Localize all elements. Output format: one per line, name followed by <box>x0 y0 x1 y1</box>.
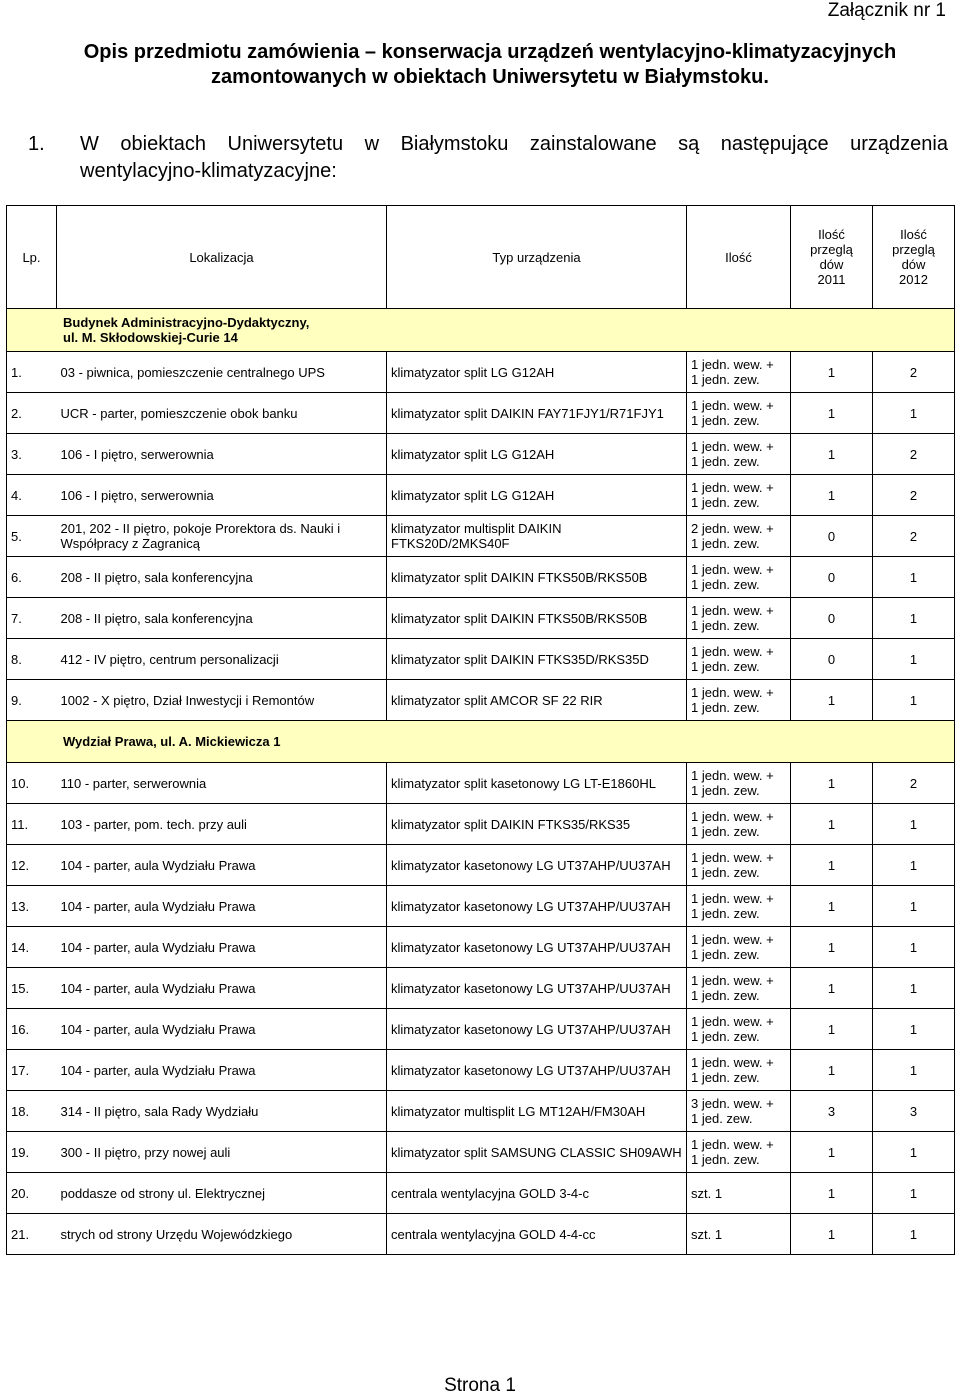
row-qty <box>687 598 791 639</box>
row-lp: 4. <box>7 475 57 516</box>
qty-line-1: 1 jedn. wew. + <box>691 685 774 700</box>
row-location: 103 - parter, pom. tech. przy auli <box>57 804 387 845</box>
intro-paragraph <box>28 131 948 185</box>
row-reviews-2011: 1 <box>791 1009 873 1050</box>
section-title <box>7 721 955 763</box>
row-device: klimatyzator split SAMSUNG CLASSIC SH09AWH <box>387 1132 687 1173</box>
row-reviews-2011: 1 <box>791 763 873 804</box>
row-qty <box>687 680 791 721</box>
qty-line-2: 1 jedn. zew. <box>691 577 760 592</box>
qty-line-1: 1 jedn. wew. + <box>691 439 774 454</box>
devices-table <box>6 205 955 1255</box>
intro-word: urządzenia <box>850 133 948 155</box>
qty-line-1: szt. 1 <box>691 1185 723 1201</box>
row-reviews-2012: 1 <box>873 393 955 434</box>
table-row <box>7 639 955 680</box>
table-row <box>7 680 955 721</box>
table-row <box>7 1214 955 1255</box>
row-location: UCR - parter, pomieszczenie obok banku <box>57 393 387 434</box>
section-line-1: Budynek Administracyjno-Dydaktyczny, <box>63 315 310 330</box>
section-line-2: ul. M. Skłodowskiej-Curie 14 <box>63 330 238 345</box>
row-reviews-2011: 1 <box>791 1214 873 1255</box>
table-row <box>7 1091 955 1132</box>
qty-line-1: 1 jedn. wew. + <box>691 809 774 824</box>
row-lp: 3. <box>7 434 57 475</box>
col-location: Lokalizacja <box>57 206 387 309</box>
row-location: 106 - I piętro, serwerownia <box>57 475 387 516</box>
row-reviews-2012: 1 <box>873 927 955 968</box>
row-qty <box>687 557 791 598</box>
row-qty <box>687 763 791 804</box>
row-qty <box>687 1214 791 1255</box>
table-row <box>7 886 955 927</box>
row-device: klimatyzator multisplit DAIKIN FTKS20D/2MKS40F <box>387 516 687 557</box>
qty-line-2: 1 jedn. zew. <box>691 906 760 921</box>
row-reviews-2012: 1 <box>873 557 955 598</box>
row-reviews-2011: 0 <box>791 516 873 557</box>
col-2012: Ilość przeglą dów 2012 <box>873 206 955 309</box>
row-device: klimatyzator split LG G12AH <box>387 434 687 475</box>
row-reviews-2011: 1 <box>791 1132 873 1173</box>
qty-line-2: 1 jedn. zew. <box>691 988 760 1003</box>
section-header-row <box>7 309 955 352</box>
row-location: 104 - parter, aula Wydziału Prawa <box>57 1009 387 1050</box>
intro-word: Białymstoku <box>400 133 509 155</box>
qty-line-1: 1 jedn. wew. + <box>691 562 774 577</box>
row-reviews-2012: 2 <box>873 516 955 557</box>
qty-line-1: 1 jedn. wew. + <box>691 891 774 906</box>
row-location: 208 - II piętro, sala konferencyjna <box>57 598 387 639</box>
row-lp: 2. <box>7 393 57 434</box>
row-lp: 20. <box>7 1173 57 1214</box>
row-reviews-2012: 1 <box>873 1050 955 1091</box>
qty-line-1: 1 jedn. wew. + <box>691 768 774 783</box>
row-qty <box>687 927 791 968</box>
row-location: 104 - parter, aula Wydziału Prawa <box>57 1050 387 1091</box>
row-qty <box>687 393 791 434</box>
qty-line-2: 1 jedn. zew. <box>691 618 760 633</box>
row-device: klimatyzator kasetonowy LG UT37AHP/UU37AH <box>387 1009 687 1050</box>
row-lp: 11. <box>7 804 57 845</box>
row-reviews-2011: 0 <box>791 598 873 639</box>
qty-line-2: 1 jedn. zew. <box>691 372 760 387</box>
qty-line-1: 1 jedn. wew. + <box>691 1014 774 1029</box>
qty-line-1: 1 jedn. wew. + <box>691 932 774 947</box>
row-lp: 1. <box>7 352 57 393</box>
row-qty <box>687 804 791 845</box>
table-row <box>7 1050 955 1091</box>
table-row <box>7 352 955 393</box>
qty-line-1: 1 jedn. wew. + <box>691 398 774 413</box>
table-row <box>7 393 955 434</box>
row-reviews-2011: 1 <box>791 886 873 927</box>
table-row <box>7 557 955 598</box>
qty-line-2: 1 jed. zew. <box>691 1111 753 1126</box>
intro-word: są <box>678 133 700 155</box>
qty-line-1: 1 jedn. wew. + <box>691 644 774 659</box>
row-location: 03 - piwnica, pomieszczenie centralnego UPS <box>57 352 387 393</box>
col-2011: Ilość przeglą dów 2011 <box>791 206 873 309</box>
table-row <box>7 804 955 845</box>
row-device: klimatyzator split DAIKIN FTKS35D/RKS35D <box>387 639 687 680</box>
row-reviews-2011: 1 <box>791 352 873 393</box>
row-lp: 7. <box>7 598 57 639</box>
row-lp: 18. <box>7 1091 57 1132</box>
qty-line-1: 2 jedn. wew. + <box>691 521 774 536</box>
qty-line-1: 1 jedn. wew. + <box>691 357 774 372</box>
intro-line-2: wentylacyjno-klimatyzacyjne: <box>80 160 337 182</box>
row-qty <box>687 886 791 927</box>
row-reviews-2011: 1 <box>791 475 873 516</box>
row-lp: 19. <box>7 1132 57 1173</box>
row-device: klimatyzator split kasetonowy LG LT-E1860HL <box>387 763 687 804</box>
document-title <box>50 40 930 90</box>
qty-line-2: 1 jedn. zew. <box>691 413 760 428</box>
qty-line-1: 1 jedn. wew. + <box>691 850 774 865</box>
qty-line-2: 1 jedn. zew. <box>691 783 760 798</box>
intro-word: obiektach <box>120 133 207 155</box>
row-lp: 17. <box>7 1050 57 1091</box>
row-reviews-2011: 1 <box>791 680 873 721</box>
row-device: centrala wentylacyjna GOLD 3-4-c <box>387 1173 687 1214</box>
qty-line-1: 1 jedn. wew. + <box>691 973 774 988</box>
row-qty <box>687 639 791 680</box>
row-reviews-2011: 1 <box>791 434 873 475</box>
intro-word: w <box>364 133 380 155</box>
table-row <box>7 1173 955 1214</box>
row-location: 300 - II piętro, przy nowej auli <box>57 1132 387 1173</box>
row-reviews-2012: 1 <box>873 1173 955 1214</box>
row-location: 104 - parter, aula Wydziału Prawa <box>57 927 387 968</box>
row-reviews-2012: 1 <box>873 804 955 845</box>
row-device: centrala wentylacyjna GOLD 4-4-cc <box>387 1214 687 1255</box>
title-line-1: Opis przedmiotu zamówienia – konserwacja urządzeń wentylacyjno-klimatyzacyjnych <box>83 41 897 63</box>
row-qty <box>687 352 791 393</box>
row-reviews-2011: 1 <box>791 927 873 968</box>
section-line-1: Wydział Prawa, ul. A. Mickiewicza 1 <box>63 734 281 749</box>
row-lp: 6. <box>7 557 57 598</box>
row-qty <box>687 968 791 1009</box>
col-device: Typ urządzenia <box>387 206 687 309</box>
table-row <box>7 475 955 516</box>
row-reviews-2012: 1 <box>873 639 955 680</box>
row-location: 208 - II piętro, sala konferencyjna <box>57 557 387 598</box>
row-device: klimatyzator split DAIKIN FTKS35/RKS35 <box>387 804 687 845</box>
table-row <box>7 968 955 1009</box>
row-reviews-2011: 1 <box>791 1050 873 1091</box>
qty-line-1: szt. 1 <box>691 1226 723 1242</box>
intro-word: W <box>80 133 99 155</box>
row-location: 201, 202 - II piętro, pokoje Prorektora ds. Nauki i Współpracy z Zagranicą <box>57 516 387 557</box>
intro-word: zainstalowane <box>529 133 657 155</box>
qty-line-2: 1 jedn. zew. <box>691 454 760 469</box>
row-location: 104 - parter, aula Wydziału Prawa <box>57 886 387 927</box>
table-header <box>7 206 955 309</box>
intro-line-1 <box>80 131 948 158</box>
table-row <box>7 845 955 886</box>
row-qty <box>687 845 791 886</box>
qty-line-2: 1 jedn. zew. <box>691 865 760 880</box>
row-lp: 5. <box>7 516 57 557</box>
row-qty <box>687 1009 791 1050</box>
row-location: 104 - parter, aula Wydziału Prawa <box>57 845 387 886</box>
row-lp: 15. <box>7 968 57 1009</box>
row-reviews-2012: 3 <box>873 1091 955 1132</box>
table-row <box>7 1009 955 1050</box>
qty-line-1: 1 jedn. wew. + <box>691 1055 774 1070</box>
row-reviews-2011: 1 <box>791 393 873 434</box>
qty-line-2: 1 jedn. zew. <box>691 1070 760 1085</box>
row-location: 314 - II piętro, sala Rady Wydziału <box>57 1091 387 1132</box>
row-qty <box>687 434 791 475</box>
row-reviews-2012: 1 <box>873 1214 955 1255</box>
qty-line-2: 1 jedn. zew. <box>691 1152 760 1167</box>
row-device: klimatyzator split DAIKIN FTKS50B/RKS50B <box>387 557 687 598</box>
row-location: 110 - parter, serwerownia <box>57 763 387 804</box>
row-reviews-2012: 1 <box>873 598 955 639</box>
row-device: klimatyzator kasetonowy LG UT37AHP/UU37AH <box>387 927 687 968</box>
qty-line-2: 1 jedn. zew. <box>691 495 760 510</box>
row-reviews-2011: 0 <box>791 557 873 598</box>
row-lp: 14. <box>7 927 57 968</box>
table-row <box>7 516 955 557</box>
intro-number: 1. <box>28 133 45 155</box>
col-qty: Ilość <box>687 206 791 309</box>
row-reviews-2012: 1 <box>873 1132 955 1173</box>
row-qty <box>687 1173 791 1214</box>
qty-line-1: 1 jedn. wew. + <box>691 480 774 495</box>
row-reviews-2011: 1 <box>791 845 873 886</box>
row-reviews-2012: 1 <box>873 845 955 886</box>
row-lp: 21. <box>7 1214 57 1255</box>
row-reviews-2012: 2 <box>873 434 955 475</box>
row-reviews-2011: 1 <box>791 968 873 1009</box>
qty-line-1: 1 jedn. wew. + <box>691 603 774 618</box>
row-lp: 16. <box>7 1009 57 1050</box>
intro-word: następujące <box>720 133 829 155</box>
row-device: klimatyzator multisplit LG MT12AH/FM30AH <box>387 1091 687 1132</box>
row-reviews-2011: 3 <box>791 1091 873 1132</box>
row-reviews-2012: 1 <box>873 680 955 721</box>
table-row <box>7 434 955 475</box>
section-title <box>7 309 955 352</box>
qty-line-2: 1 jedn. zew. <box>691 536 760 551</box>
row-location: 106 - I piętro, serwerownia <box>57 434 387 475</box>
table-row <box>7 1132 955 1173</box>
row-location: strych od strony Urzędu Wojewódzkiego <box>57 1214 387 1255</box>
section-header-row <box>7 721 955 763</box>
row-device: klimatyzator kasetonowy LG UT37AHP/UU37AH <box>387 1050 687 1091</box>
row-lp: 10. <box>7 763 57 804</box>
row-reviews-2012: 1 <box>873 968 955 1009</box>
qty-line-1: 3 jedn. wew. + <box>691 1096 774 1111</box>
row-device: klimatyzator split DAIKIN FAY71FJY1/R71FJY1 <box>387 393 687 434</box>
row-qty <box>687 1091 791 1132</box>
row-qty <box>687 475 791 516</box>
row-device: klimatyzator kasetonowy LG UT37AHP/UU37AH <box>387 886 687 927</box>
row-qty <box>687 516 791 557</box>
row-location: poddasze od strony ul. Elektrycznej <box>57 1173 387 1214</box>
row-device: klimatyzator split AMCOR SF 22 RIR <box>387 680 687 721</box>
qty-line-1: 1 jedn. wew. + <box>691 1137 774 1152</box>
row-location: 412 - IV piętro, centrum personalizacji <box>57 639 387 680</box>
table-row <box>7 598 955 639</box>
row-reviews-2012: 1 <box>873 1009 955 1050</box>
qty-line-2: 1 jedn. zew. <box>691 700 760 715</box>
row-location: 1002 - X piętro, Dział Inwestycji i Remontów <box>57 680 387 721</box>
qty-line-2: 1 jedn. zew. <box>691 824 760 839</box>
row-reviews-2012: 2 <box>873 475 955 516</box>
row-lp: 12. <box>7 845 57 886</box>
row-reviews-2011: 1 <box>791 1173 873 1214</box>
table-row <box>7 927 955 968</box>
row-reviews-2012: 1 <box>873 886 955 927</box>
table-row <box>7 763 955 804</box>
qty-line-2: 1 jedn. zew. <box>691 659 760 674</box>
row-device: klimatyzator kasetonowy LG UT37AHP/UU37AH <box>387 845 687 886</box>
row-qty <box>687 1050 791 1091</box>
row-device: klimatyzator split LG G12AH <box>387 475 687 516</box>
row-reviews-2011: 0 <box>791 639 873 680</box>
row-qty <box>687 1132 791 1173</box>
qty-line-2: 1 jedn. zew. <box>691 947 760 962</box>
row-reviews-2011: 1 <box>791 804 873 845</box>
row-lp: 13. <box>7 886 57 927</box>
row-reviews-2012: 2 <box>873 763 955 804</box>
intro-word: Uniwersytetu <box>227 133 344 155</box>
qty-line-2: 1 jedn. zew. <box>691 1029 760 1044</box>
title-line-2: zamontowanych w obiektach Uniwersytetu w Białymstoku. <box>211 66 769 88</box>
row-lp: 8. <box>7 639 57 680</box>
attachment-label: Załącznik nr 1 <box>827 0 946 21</box>
row-lp: 9. <box>7 680 57 721</box>
col-lp: Lp. <box>7 206 57 309</box>
row-device: klimatyzator split LG G12AH <box>387 352 687 393</box>
row-reviews-2012: 2 <box>873 352 955 393</box>
row-device: klimatyzator split DAIKIN FTKS50B/RKS50B <box>387 598 687 639</box>
page-footer: Strona 1 <box>444 1375 516 1396</box>
row-device: klimatyzator kasetonowy LG UT37AHP/UU37AH <box>387 968 687 1009</box>
row-location: 104 - parter, aula Wydziału Prawa <box>57 968 387 1009</box>
